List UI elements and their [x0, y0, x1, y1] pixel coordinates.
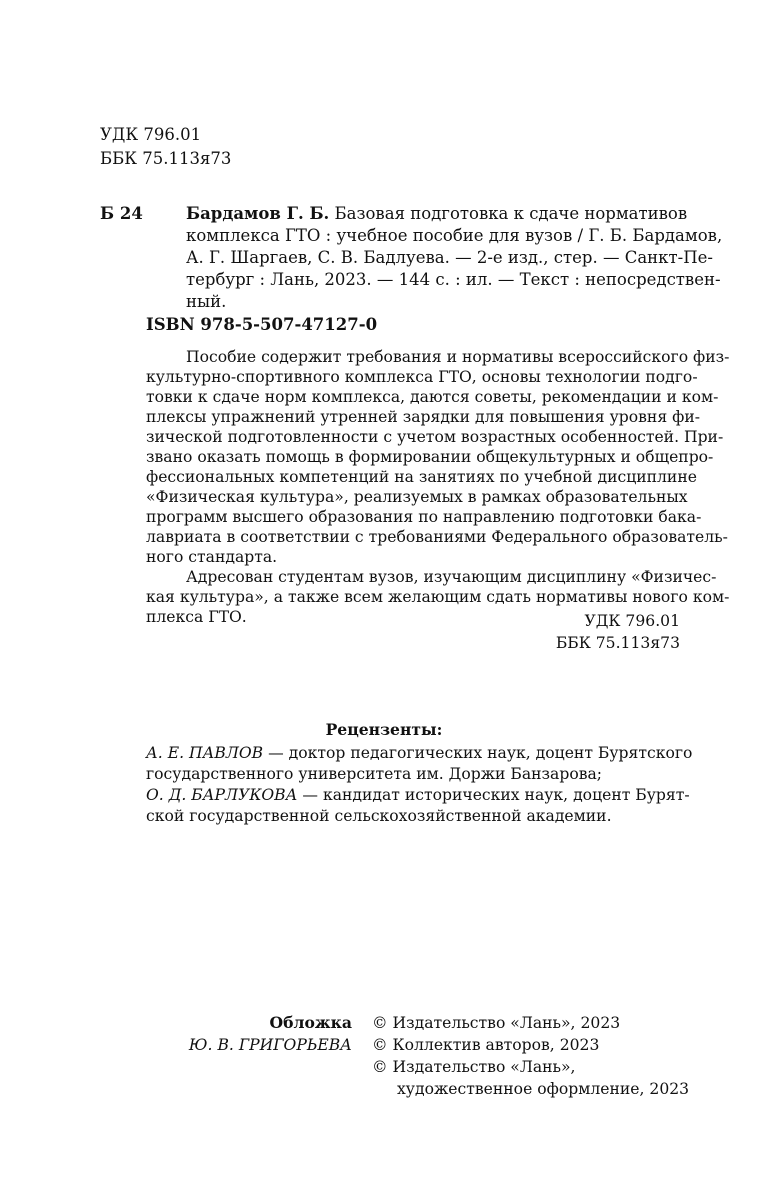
udk-code: УДК 796.01	[100, 125, 202, 144]
bbk-code: ББК 75.113я73	[555, 634, 680, 652]
biblio-line-4: тербург : Лань, 2023. — 144 с. : ил. — Текст : непосредствен-	[186, 270, 721, 289]
reviewer-line: государственного университета им. Доржи Банзарова;	[146, 765, 603, 783]
reviewer-line: О. Д. БАРЛУКОВА — кандидат исторических наук, доцент Бурят-	[146, 786, 690, 804]
udk-code: УДК 796.01	[584, 612, 680, 630]
annotation-line: Пособие содержит требования и нормативы всероссийского физ-	[186, 348, 730, 366]
cover-artist: Ю. В. ГРИГОРЬЕВА	[188, 1036, 352, 1054]
annotation-line: «Физическая культура», реализуемых в рамках образовательных	[146, 488, 688, 506]
annotation-line: фессиональных компетенций на занятиях по учебной дисциплине	[146, 468, 697, 486]
cover-title: Обложка	[269, 1013, 352, 1032]
annotation-line: культурно-спортивного комплекса ГТО, основы технологии подго-	[146, 368, 698, 386]
reviewers	[146, 743, 693, 827]
biblio-line-2: комплекса ГТО : учебное пособие для вузов / Г. Б. Бардамов,	[186, 226, 723, 245]
reviewers-title: Рецензенты:	[325, 720, 443, 739]
copyright-line: © Коллектив авторов, 2023	[372, 1036, 600, 1054]
annotation-line: ного стандарта.	[146, 548, 278, 566]
reviewer-name: О. Д. БАРЛУКОВА	[146, 786, 298, 804]
reviewer-name: А. Е. ПАВЛОВ	[146, 744, 264, 762]
biblio-line-5: ный.	[186, 292, 227, 311]
annotation-line: товки к сдаче норм комплекса, даются советы, рекомендации и ком-	[146, 388, 719, 406]
bbk-code: ББК 75.113я73	[100, 149, 232, 168]
annotation-line: программ высшего образования по направлению подготовки бака-	[146, 508, 702, 526]
annotation-line: плекса ГТО.	[146, 608, 247, 626]
annotation-line: плексы упражнений утренней зарядки для повышения уровня фи-	[146, 408, 700, 426]
catalog-codes-right	[556, 610, 680, 654]
biblio-line-1: Бардамов Г. Б. Базовая подготовка к сдаче нормативов	[186, 204, 688, 223]
annotation-line: лавриата в соответствии с требованиями Федерального образователь-	[146, 528, 728, 546]
author-name: Бардамов Г. Б.	[186, 204, 330, 223]
copyright-line: художественное оформление, 2023	[397, 1080, 690, 1098]
annotation-line: кая культура», а также всем желающим сдать нормативы нового ком-	[146, 588, 730, 606]
annotation-line: звано оказать помощь в формировании общекультурных и общепро-	[146, 448, 714, 466]
bibliographic-record	[186, 203, 723, 313]
annotation-line: зической подготовленности с учетом возрастных особенностей. При-	[146, 428, 724, 446]
author-mark: Б 24	[100, 204, 143, 223]
biblio-line-3: А. Г. Шаргаев, С. В. Бадлуева. — 2-е изд., стер. — Санкт-Пе-	[186, 248, 713, 267]
cover-credit	[146, 1012, 352, 1056]
reviewer-line: А. Е. ПАВЛОВ — доктор педагогических наук, доцент Бурятского	[146, 744, 693, 762]
annotation-line: Адресован студентам вузов, изучающим дисциплину «Физичес-	[186, 568, 717, 586]
copyright-line: © Издательство «Лань», 2023	[372, 1014, 621, 1032]
copyright-block	[372, 1012, 690, 1100]
copyright-line: © Издательство «Лань»,	[372, 1058, 576, 1076]
annotation	[146, 347, 730, 627]
catalog-codes	[100, 124, 231, 172]
isbn: ISBN 978-5-507-47127-0	[146, 315, 378, 334]
reviewer-line: ской государственной сельскохозяйственной академии.	[146, 807, 612, 825]
